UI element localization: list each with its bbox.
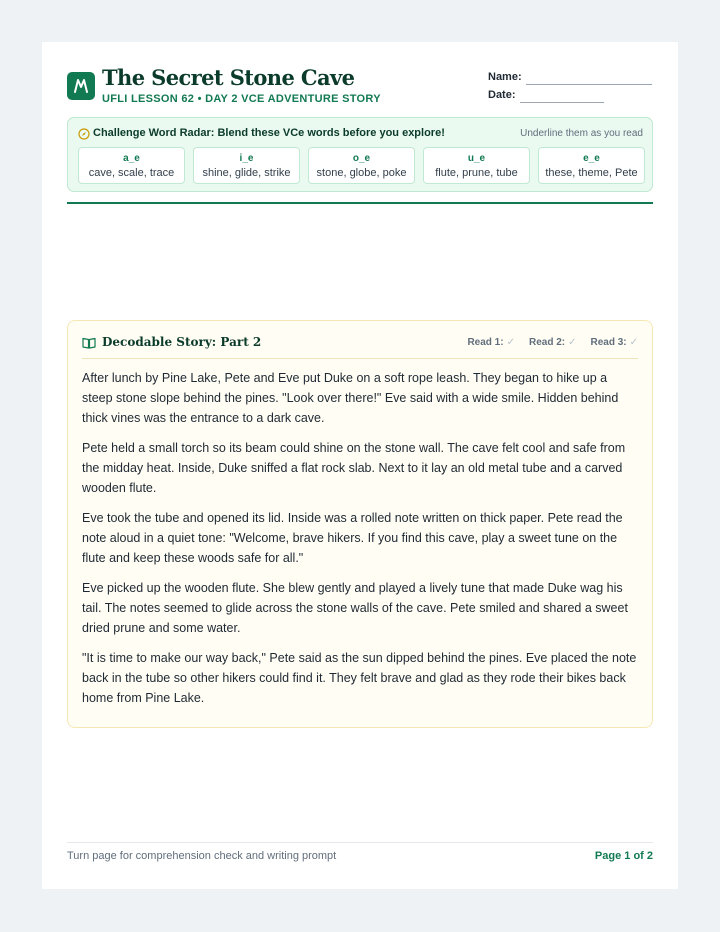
story-paragraph: After lunch by Pine Lake, Pete and Eve put Duke on a soft rope leash. They began to hike up a steep stone slope behind the pines. "Look over there!" Eve said with a wide smile. Hidden behind thick vines was the entrance to a dark cave.	[82, 371, 619, 425]
pattern-cards	[78, 147, 645, 184]
pattern-words: stone, globe, poke	[316, 167, 407, 179]
footer-divider	[67, 842, 653, 843]
name-field[interactable]	[526, 84, 652, 85]
story-paragraph: Eve took the tube and opened its lid. Inside was a rolled note written on thick paper. Pete read the note aloud in a quiet tone: "Welcome, brave hikers. If you find this cave, play a sweet tune on the flute and keep these woods safe for all."	[82, 511, 623, 565]
pattern-label: o_e	[352, 153, 371, 164]
story-title: Decodable Story: Part 2	[102, 335, 262, 349]
pattern-words: flute, prune, tube	[435, 167, 518, 179]
compass-icon	[78, 128, 90, 140]
pattern-card-e-e	[538, 147, 645, 184]
pattern-words: cave, scale, trace	[88, 167, 175, 179]
pattern-card-u-e	[423, 147, 530, 184]
word-radar-panel	[67, 117, 653, 192]
read-3[interactable]: Read 3: ✓	[590, 337, 638, 348]
story-paragraph: Pete held a small torch so its beam could shine on the stone wall. The cave felt cool and safe from the midday heat. Inside, Duke sniffed a flat rock slab. Next to it lay an old metal tube and a carved wooden flute.	[82, 441, 626, 495]
pattern-label: a_e	[123, 153, 140, 164]
pattern-label: i_e	[239, 153, 254, 164]
footer-instruction: Turn page for comprehension check and writing prompt	[67, 850, 337, 862]
pattern-card-i-e	[193, 147, 300, 184]
pattern-words: shine, glide, strike	[202, 167, 291, 179]
read-tracker	[467, 337, 638, 348]
story-divider	[82, 358, 638, 359]
date-label: Date:	[488, 89, 516, 101]
story-paragraph: Eve picked up the wooden flute. She blew gently and played a lively tune that made Duke wag his tail. The notes seemed to glide across the stone walls of the cave. Pete smiled and shared a sweet dried prune and some water.	[82, 581, 628, 635]
pattern-card-a-e	[78, 147, 185, 184]
mountain-icon	[67, 72, 95, 100]
story-text	[82, 368, 639, 718]
check-icon: ✓	[568, 337, 577, 348]
name-label: Name:	[488, 71, 522, 83]
pattern-label: e_e	[583, 153, 600, 164]
page-title: The Secret Stone Cave	[102, 65, 355, 90]
radar-note: Underline them as you read	[520, 128, 643, 139]
open-book-icon	[82, 337, 96, 349]
page-number: Page 1 of 2	[594, 850, 653, 862]
worksheet-page	[42, 42, 678, 889]
date-field[interactable]	[520, 102, 604, 103]
pattern-card-o-e	[308, 147, 415, 184]
radar-title: Challenge Word Radar: Blend these VCe words before you explore!	[93, 127, 445, 139]
pattern-words: these, theme, Pete	[545, 167, 638, 179]
read-2[interactable]: Read 2: ✓	[528, 337, 577, 348]
read-1[interactable]: Read 1: ✓	[467, 337, 515, 348]
story-paragraph: "It is time to make our way back," Pete said as the sun dipped behind the pines. Eve placed the note back in the tube so other hikers could find it. They felt brave and glad as they rode their bikes back home from Pine Lake.	[82, 651, 637, 705]
check-icon: ✓	[629, 337, 638, 348]
check-icon: ✓	[506, 337, 515, 348]
lesson-subtitle: UFLI LESSON 62 • DAY 2 VCE ADVENTURE STORY	[102, 93, 381, 105]
story-panel	[67, 320, 653, 728]
header-divider	[67, 202, 653, 204]
pattern-label: u_e	[467, 153, 486, 164]
